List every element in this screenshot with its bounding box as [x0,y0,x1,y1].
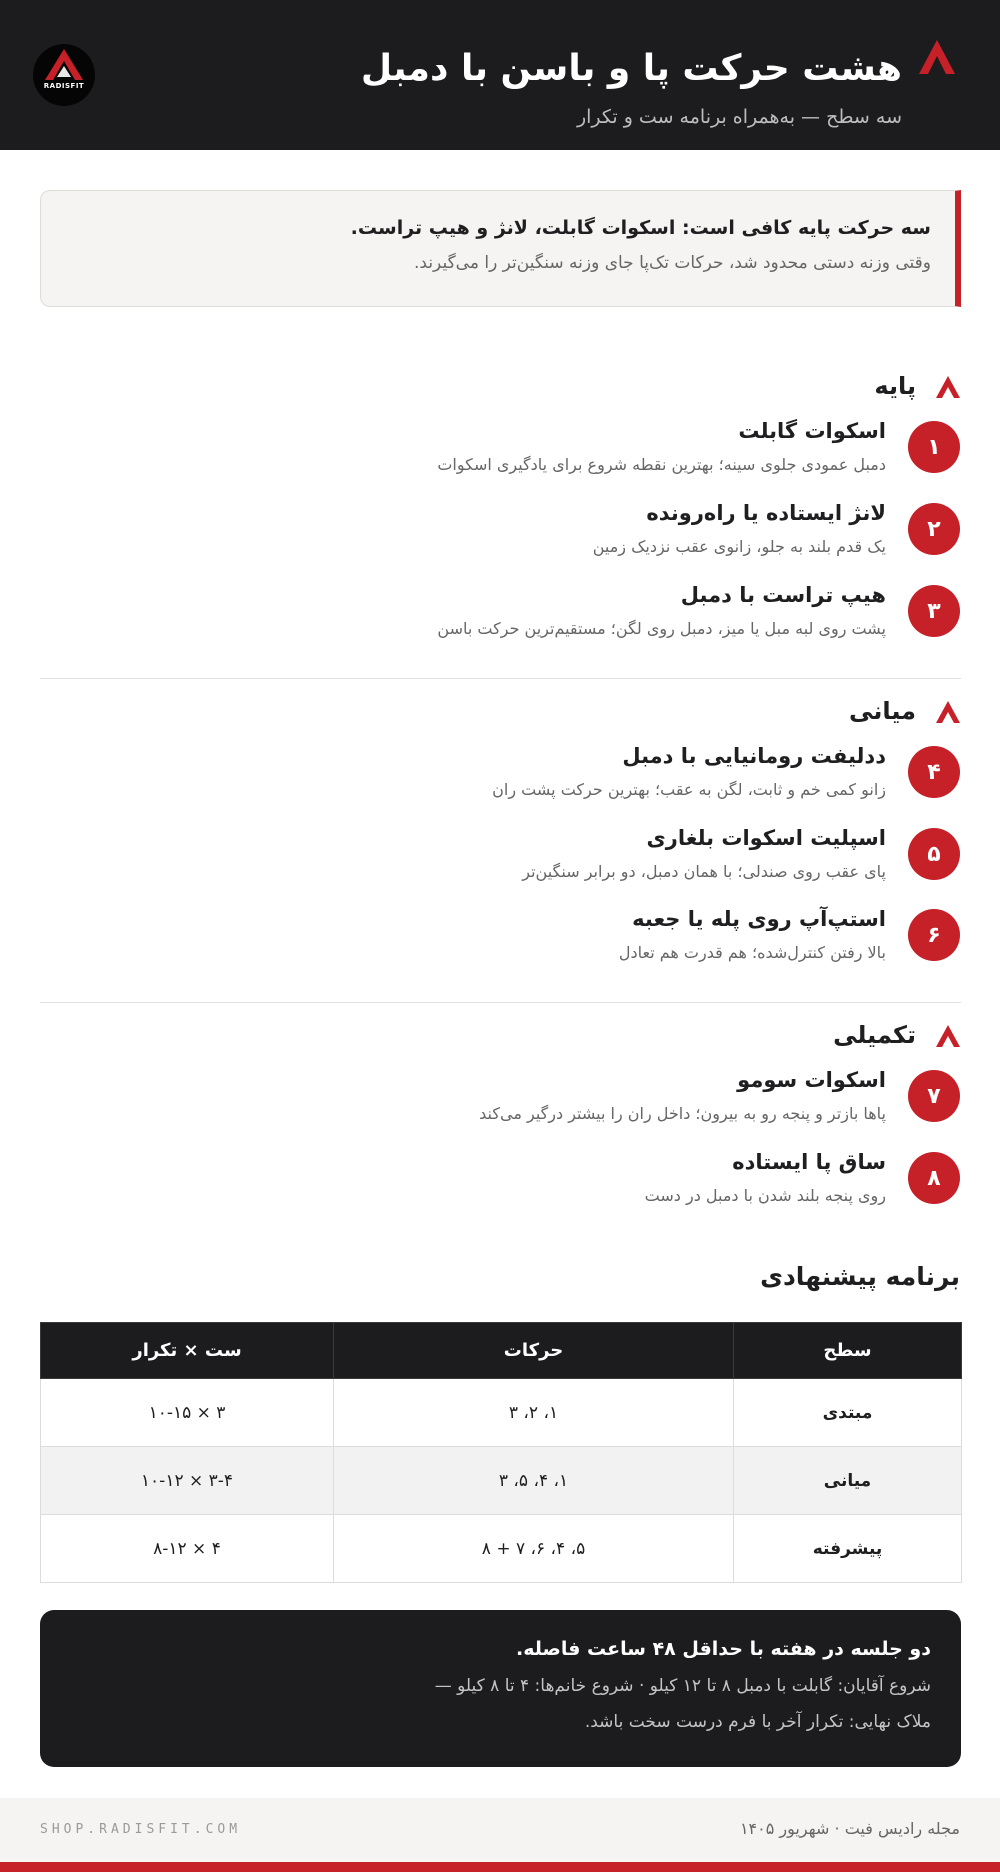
section-title: پایه [874,372,916,400]
exercise-number-badge: ۶ [908,909,960,961]
exercise-item [39,746,960,816]
note-title: دو جلسه در هفته با حداقل ۴۸ ساعت فاصله. [515,1638,931,1660]
exercise-item [39,1070,960,1140]
table-row [41,1515,962,1583]
footer-accent-bar [0,1862,1000,1872]
table-cell-sets-reps: ۳ × ۱۰-۱۵ [41,1379,334,1447]
chevron-up-icon [936,1025,960,1047]
exercise-description: بالا رفتن کنترل‌شده؛ هم قدرت هم تعادل [618,943,886,962]
exercise-description: دمبل عمودی جلوی سینه؛ بهترین نقطه شروع برای یادگیری اسکوات [437,455,886,474]
table-cell-exercises: ۱، ۲، ۳ [334,1379,734,1447]
table-cell-level: میانی [734,1447,962,1515]
exercise-title: اسکوات گابلت [738,419,886,443]
footer-publication: مجله رادیس فیت · شهریور ۱۴۰۵ [739,1819,960,1838]
exercise-item [39,1152,960,1222]
exercise-description: پای عقب روی صندلی؛ با همان دمبل، دو برابر سنگین‌تر [522,862,886,881]
page-subtitle: سه سطح — به‌همراه برنامه ست و تکرار [576,106,902,128]
page-title: هشت حرکت پا و باسن با دمبل [360,48,902,89]
callout-box [40,190,961,307]
exercise-number-badge: ۸ [908,1152,960,1204]
table-cell-sets-reps: ۴ × ۸-۱۲ [41,1515,334,1583]
exercise-number-badge: ۵ [908,828,960,880]
callout-text: وقتی وزنه دستی محدود شد، حرکات تک‌پا جای وزنه سنگین‌تر را می‌گیرند. [414,253,931,273]
table-cell-exercises: ۱، ۴، ۵، ۳ [334,1447,734,1515]
logo-text: RADISFIT [43,82,85,90]
exercise-item [39,828,960,898]
column-header-sets-reps: ست × تکرار [41,1323,334,1379]
header [0,0,1000,150]
section-title: میانی [849,697,916,725]
exercise-number-badge: ۲ [908,503,960,555]
column-header-level: سطح [734,1323,962,1379]
exercise-number-badge: ۷ [908,1070,960,1122]
exercise-title: استپ‌آپ روی پله یا جعبه [632,907,886,931]
exercise-title: ددلیفت رومانیایی با دمبل [622,744,886,768]
chevron-up-icon [936,376,960,398]
logo-mark-icon [33,44,95,106]
exercise-number-badge: ۳ [908,585,960,637]
table-header-row [41,1323,962,1379]
exercise-item [39,503,960,573]
exercise-item [39,909,960,979]
exercise-number-badge: ۴ [908,746,960,798]
exercise-description: زانو کمی خم و ثابت، لگن به عقب؛ بهترین حرکت پشت ران [492,780,886,799]
section-divider [40,678,961,679]
column-header-exercises: حرکات [334,1323,734,1379]
section-heading-basic [660,372,960,408]
section-heading-intermediate [660,697,960,733]
table-cell-exercises: ۵، ۴، ۶، ۷ + ۸ [334,1515,734,1583]
exercise-description: پشت روی لبه مبل یا میز، دمبل روی لگن؛ مستقیم‌ترین حرکت باسن [437,619,886,638]
table-row [41,1379,962,1447]
chevron-up-icon [936,701,960,723]
exercise-description: پاها بازتر و پنجه رو به بیرون؛ داخل ران را بیشتر درگیر می‌کند [479,1104,886,1123]
exercise-title: اسپلیت اسکوات بلغاری [646,826,886,850]
table-cell-sets-reps: ۳-۴ × ۱۰-۱۲ [41,1447,334,1515]
note-line-final-criterion: ملاک نهایی: تکرار آخر با فرم درست سخت باشد. [584,1712,931,1732]
schedule-note-box [40,1610,961,1767]
note-line-starting-weights: شروع آقایان: گابلت با دمبل ۸ تا ۱۲ کیلو · شروع خانم‌ها: ۴ تا ۸ کیلو — [434,1676,931,1696]
exercise-title: هیپ تراست با دمبل [680,583,886,607]
radisfit-logo[interactable] [33,44,95,106]
exercise-title: ساق پا ایستاده [732,1150,886,1174]
exercise-title: اسکوات سومو [737,1068,886,1092]
exercise-item [39,585,960,655]
chevron-up-icon [919,40,955,74]
footer [0,1798,1000,1862]
table-cell-level: مبتدی [734,1379,962,1447]
table-row [41,1447,962,1515]
exercise-description: یک قدم بلند به جلو، زانوی عقب نزدیک زمین [592,537,886,556]
section-title: تکمیلی [833,1021,916,1049]
exercise-description: روی پنجه بلند شدن با دمبل در دست [644,1186,886,1205]
callout-title: سه حرکت پایه کافی است: اسکوات گابلت، لانژ و هیپ تراست. [350,217,931,239]
program-table [40,1322,962,1583]
section-divider [40,1002,961,1003]
footer-shop-link[interactable]: SHOP.RADISFIT.COM [40,1822,242,1837]
exercise-number-badge: ۱ [908,421,960,473]
exercise-item [39,421,960,491]
table-cell-level: پیشرفته [734,1515,962,1583]
program-title: برنامه پیشنهادی [760,1262,960,1291]
exercise-title: لانژ ایستاده یا راه‌رونده [646,501,886,525]
section-heading-complementary [660,1021,960,1057]
